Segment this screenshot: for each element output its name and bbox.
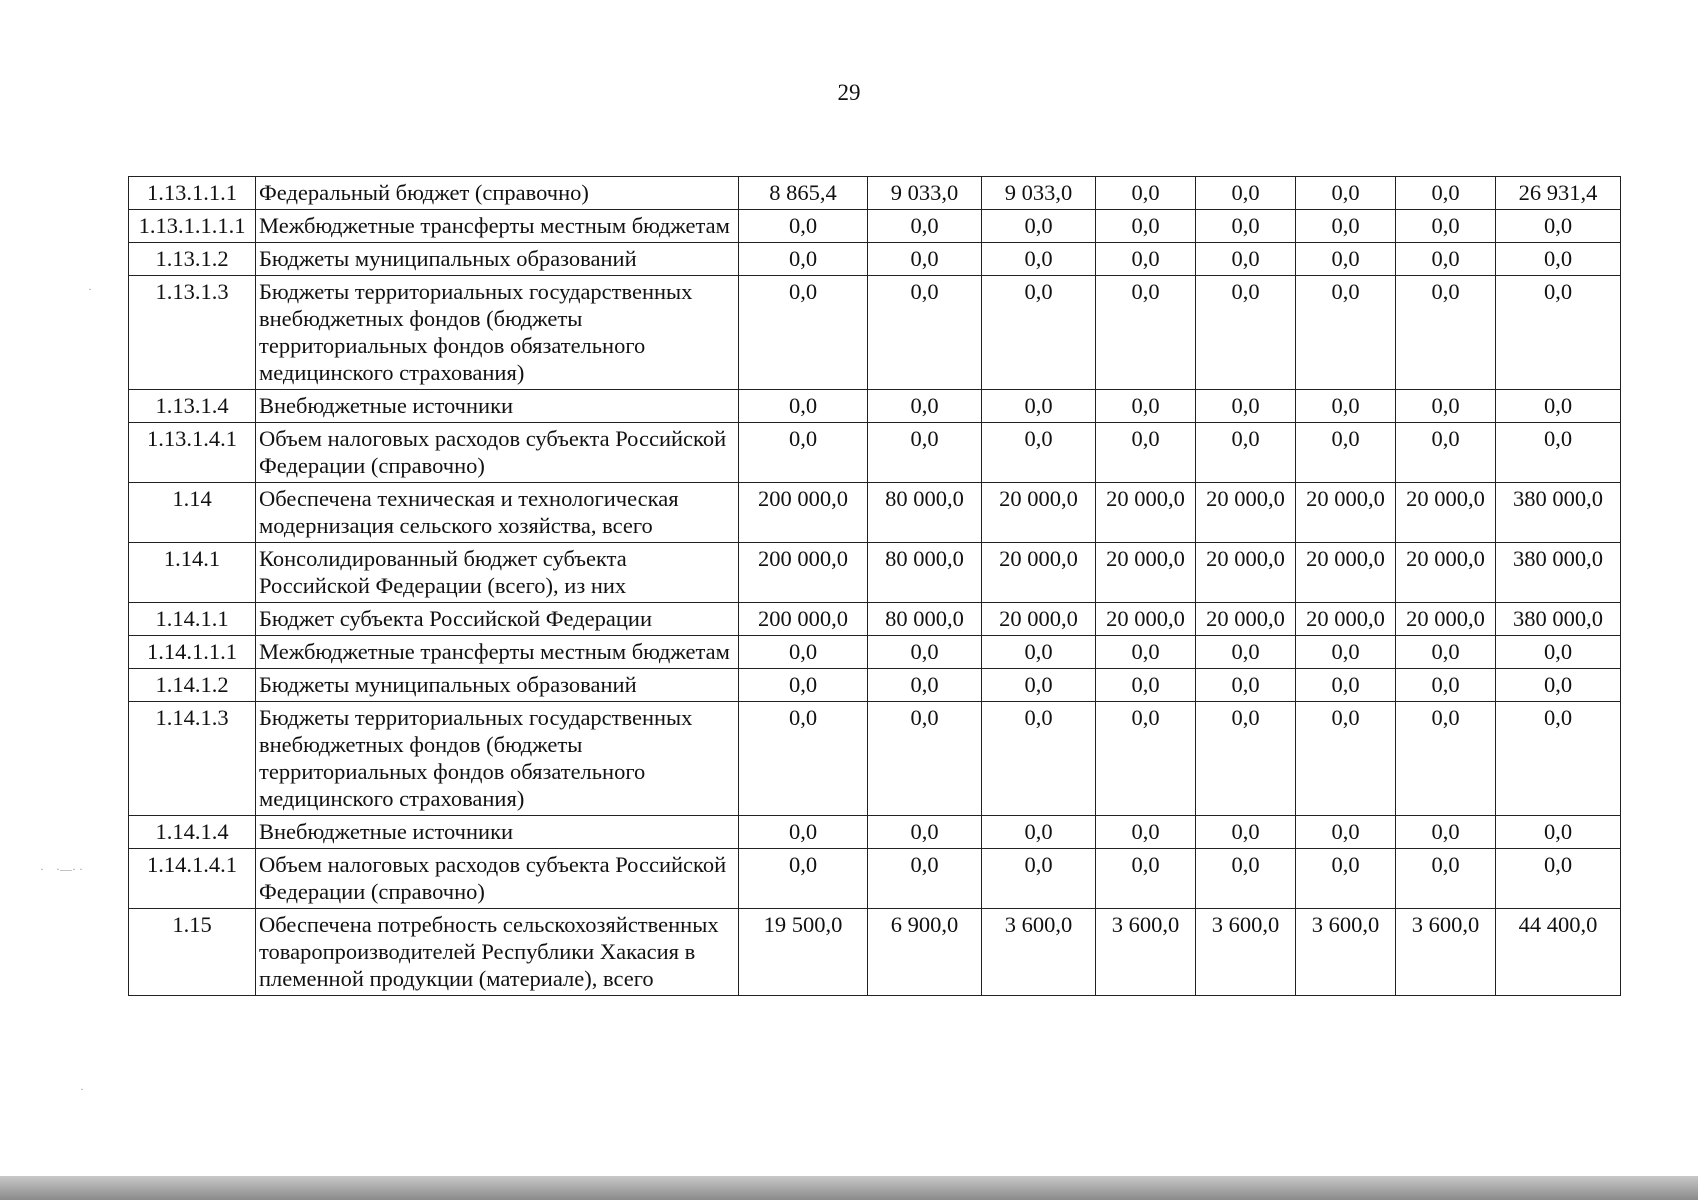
row-value: 0,0 (1096, 390, 1196, 423)
row-value: 0,0 (868, 423, 982, 483)
row-value: 20 000,0 (1196, 603, 1296, 636)
row-value: 0,0 (868, 210, 982, 243)
row-name: Межбюджетные трансферты местным бюджетам (256, 636, 739, 669)
row-value: 20 000,0 (1296, 483, 1396, 543)
row-value: 20 000,0 (1296, 603, 1396, 636)
row-code: 1.14.1.4.1 (129, 849, 256, 909)
row-code: 1.13.1.4.1 (129, 423, 256, 483)
table-row (129, 603, 1621, 636)
table-row (129, 909, 1621, 996)
row-code: 1.13.1.1.1 (129, 177, 256, 210)
row-value: 0,0 (1196, 243, 1296, 276)
row-name: Обеспечена потребность сельскохозяйственных товаропроизводителей Республики Хакасия в племенной продукции (материале), всего (256, 909, 739, 996)
row-value: 0,0 (982, 636, 1096, 669)
row-value: 200 000,0 (739, 483, 868, 543)
table-row (129, 702, 1621, 816)
row-value: 19 500,0 (739, 909, 868, 996)
row-value: 0,0 (868, 390, 982, 423)
row-value: 0,0 (1296, 390, 1396, 423)
row-value: 0,0 (739, 849, 868, 909)
row-value: 0,0 (1396, 243, 1496, 276)
table-row (129, 483, 1621, 543)
row-value: 3 600,0 (1196, 909, 1296, 996)
row-value: 0,0 (982, 816, 1096, 849)
row-code: 1.14.1 (129, 543, 256, 603)
row-name: Бюджеты муниципальных образований (256, 243, 739, 276)
row-code: 1.13.1.4 (129, 390, 256, 423)
row-value: 0,0 (1496, 243, 1621, 276)
row-value: 0,0 (739, 669, 868, 702)
row-name: Объем налоговых расходов субъекта Российской Федерации (справочно) (256, 423, 739, 483)
row-value: 0,0 (982, 243, 1096, 276)
row-value: 0,0 (1096, 210, 1196, 243)
row-value: 0,0 (1396, 177, 1496, 210)
row-name: Внебюджетные источники (256, 816, 739, 849)
row-value: 3 600,0 (982, 909, 1096, 996)
row-value: 0,0 (1296, 210, 1396, 243)
row-name: Бюджеты муниципальных образований (256, 669, 739, 702)
row-value: 0,0 (1396, 276, 1496, 390)
row-value: 0,0 (1196, 702, 1296, 816)
row-value: 0,0 (1496, 702, 1621, 816)
row-value: 0,0 (982, 210, 1096, 243)
table-row (129, 210, 1621, 243)
row-value: 0,0 (1396, 210, 1496, 243)
row-value: 3 600,0 (1096, 909, 1196, 996)
row-code: 1.13.1.3 (129, 276, 256, 390)
row-value: 80 000,0 (868, 603, 982, 636)
row-value: 6 900,0 (868, 909, 982, 996)
row-value: 3 600,0 (1396, 909, 1496, 996)
row-value: 0,0 (1196, 816, 1296, 849)
row-value: 0,0 (1396, 636, 1496, 669)
row-name: Обеспечена техническая и технологическая модернизация сельского хозяйства, всего (256, 483, 739, 543)
row-value: 0,0 (982, 423, 1096, 483)
row-value: 0,0 (982, 669, 1096, 702)
row-value: 0,0 (1296, 816, 1396, 849)
row-value: 20 000,0 (1196, 483, 1296, 543)
table-row (129, 816, 1621, 849)
table-row (129, 669, 1621, 702)
table-body (129, 177, 1621, 996)
budget-table (128, 176, 1621, 996)
scan-artifact: · (80, 1082, 84, 1096)
scan-artifact: · ·—· · (40, 862, 83, 876)
row-name: Консолидированный бюджет субъекта Российской Федерации (всего), из них (256, 543, 739, 603)
row-value: 0,0 (1396, 849, 1496, 909)
row-value: 380 000,0 (1496, 603, 1621, 636)
row-value: 0,0 (1296, 702, 1396, 816)
row-value: 0,0 (868, 276, 982, 390)
row-value: 0,0 (739, 390, 868, 423)
row-value: 0,0 (739, 636, 868, 669)
row-value: 380 000,0 (1496, 543, 1621, 603)
row-value: 0,0 (739, 702, 868, 816)
table-row (129, 390, 1621, 423)
table-row (129, 543, 1621, 603)
row-value: 0,0 (739, 816, 868, 849)
row-value: 0,0 (868, 702, 982, 816)
row-value: 26 931,4 (1496, 177, 1621, 210)
row-value: 20 000,0 (982, 543, 1096, 603)
row-value: 0,0 (868, 636, 982, 669)
scan-artifact: · (88, 282, 92, 296)
row-value: 0,0 (1296, 636, 1396, 669)
row-value: 0,0 (982, 849, 1096, 909)
row-value: 20 000,0 (1096, 603, 1196, 636)
row-value: 0,0 (1196, 423, 1296, 483)
row-name: Бюджет субъекта Российской Федерации (256, 603, 739, 636)
row-value: 0,0 (1196, 669, 1296, 702)
row-name: Бюджеты территориальных государственных внебюджетных фондов (бюджеты территориальных фондов обязательного медицинского страхования) (256, 276, 739, 390)
row-value: 0,0 (868, 669, 982, 702)
row-name: Внебюджетные источники (256, 390, 739, 423)
row-value: 0,0 (1496, 816, 1621, 849)
row-value: 0,0 (1096, 423, 1196, 483)
row-value: 0,0 (739, 243, 868, 276)
row-value: 0,0 (1496, 390, 1621, 423)
row-value: 0,0 (1496, 849, 1621, 909)
row-value: 0,0 (1396, 669, 1496, 702)
table-row (129, 276, 1621, 390)
scan-bottom-edge (0, 1176, 1698, 1200)
row-value: 20 000,0 (982, 483, 1096, 543)
row-value: 0,0 (1196, 177, 1296, 210)
row-value: 200 000,0 (739, 603, 868, 636)
row-code: 1.14 (129, 483, 256, 543)
row-value: 20 000,0 (1396, 603, 1496, 636)
row-value: 3 600,0 (1296, 909, 1396, 996)
row-code: 1.13.1.1.1.1 (129, 210, 256, 243)
row-code: 1.14.1.3 (129, 702, 256, 816)
row-value: 0,0 (1096, 849, 1196, 909)
row-value: 0,0 (1096, 243, 1196, 276)
row-value: 0,0 (1096, 276, 1196, 390)
row-value: 0,0 (739, 210, 868, 243)
row-value: 0,0 (982, 276, 1096, 390)
row-value: 0,0 (1396, 423, 1496, 483)
row-code: 1.14.1.2 (129, 669, 256, 702)
row-value: 80 000,0 (868, 483, 982, 543)
row-name: Объем налоговых расходов субъекта Российской Федерации (справочно) (256, 849, 739, 909)
table-row (129, 423, 1621, 483)
row-code: 1.14.1.1 (129, 603, 256, 636)
row-value: 44 400,0 (1496, 909, 1621, 996)
row-value: 0,0 (1496, 636, 1621, 669)
row-value: 0,0 (868, 243, 982, 276)
row-code: 1.14.1.1.1 (129, 636, 256, 669)
row-value: 0,0 (1396, 816, 1496, 849)
row-value: 0,0 (1296, 177, 1396, 210)
row-value: 0,0 (1496, 210, 1621, 243)
row-value: 0,0 (1496, 276, 1621, 390)
row-value: 0,0 (1196, 210, 1296, 243)
row-value: 0,0 (1296, 849, 1396, 909)
row-value: 0,0 (1096, 177, 1196, 210)
row-value: 0,0 (1096, 702, 1196, 816)
row-name: Бюджеты территориальных государственных внебюджетных фондов (бюджеты территориальных фондов обязательного медицинского страхования) (256, 702, 739, 816)
row-value: 0,0 (1296, 423, 1396, 483)
table-row (129, 636, 1621, 669)
row-code: 1.15 (129, 909, 256, 996)
row-code: 1.13.1.2 (129, 243, 256, 276)
row-value: 20 000,0 (1396, 543, 1496, 603)
row-value: 80 000,0 (868, 543, 982, 603)
row-value: 20 000,0 (1096, 543, 1196, 603)
row-value: 20 000,0 (982, 603, 1096, 636)
row-value: 0,0 (1196, 390, 1296, 423)
table-row (129, 177, 1621, 210)
row-value: 0,0 (868, 816, 982, 849)
page-number: 29 (837, 80, 861, 105)
row-value: 0,0 (1396, 390, 1496, 423)
row-value: 0,0 (1096, 636, 1196, 669)
row-value: 0,0 (1196, 849, 1296, 909)
row-name: Федеральный бюджет (справочно) (256, 177, 739, 210)
row-value: 8 865,4 (739, 177, 868, 210)
row-value: 20 000,0 (1196, 543, 1296, 603)
row-value: 0,0 (1096, 816, 1196, 849)
row-value: 20 000,0 (1296, 543, 1396, 603)
row-value: 0,0 (1496, 423, 1621, 483)
row-value: 0,0 (1296, 276, 1396, 390)
row-value: 0,0 (739, 276, 868, 390)
row-value: 0,0 (1196, 276, 1296, 390)
row-code: 1.14.1.4 (129, 816, 256, 849)
row-value: 0,0 (982, 390, 1096, 423)
row-value: 0,0 (982, 702, 1096, 816)
row-value: 9 033,0 (868, 177, 982, 210)
row-value: 200 000,0 (739, 543, 868, 603)
row-value: 20 000,0 (1396, 483, 1496, 543)
row-value: 0,0 (1096, 669, 1196, 702)
row-value: 0,0 (868, 849, 982, 909)
row-value: 0,0 (739, 423, 868, 483)
row-value: 0,0 (1296, 243, 1396, 276)
row-value: 380 000,0 (1496, 483, 1621, 543)
table-row (129, 849, 1621, 909)
row-value: 0,0 (1396, 702, 1496, 816)
row-name: Межбюджетные трансферты местным бюджетам (256, 210, 739, 243)
row-value: 20 000,0 (1096, 483, 1196, 543)
row-value: 9 033,0 (982, 177, 1096, 210)
row-value: 0,0 (1496, 669, 1621, 702)
table-row (129, 243, 1621, 276)
row-value: 0,0 (1296, 669, 1396, 702)
row-value: 0,0 (1196, 636, 1296, 669)
